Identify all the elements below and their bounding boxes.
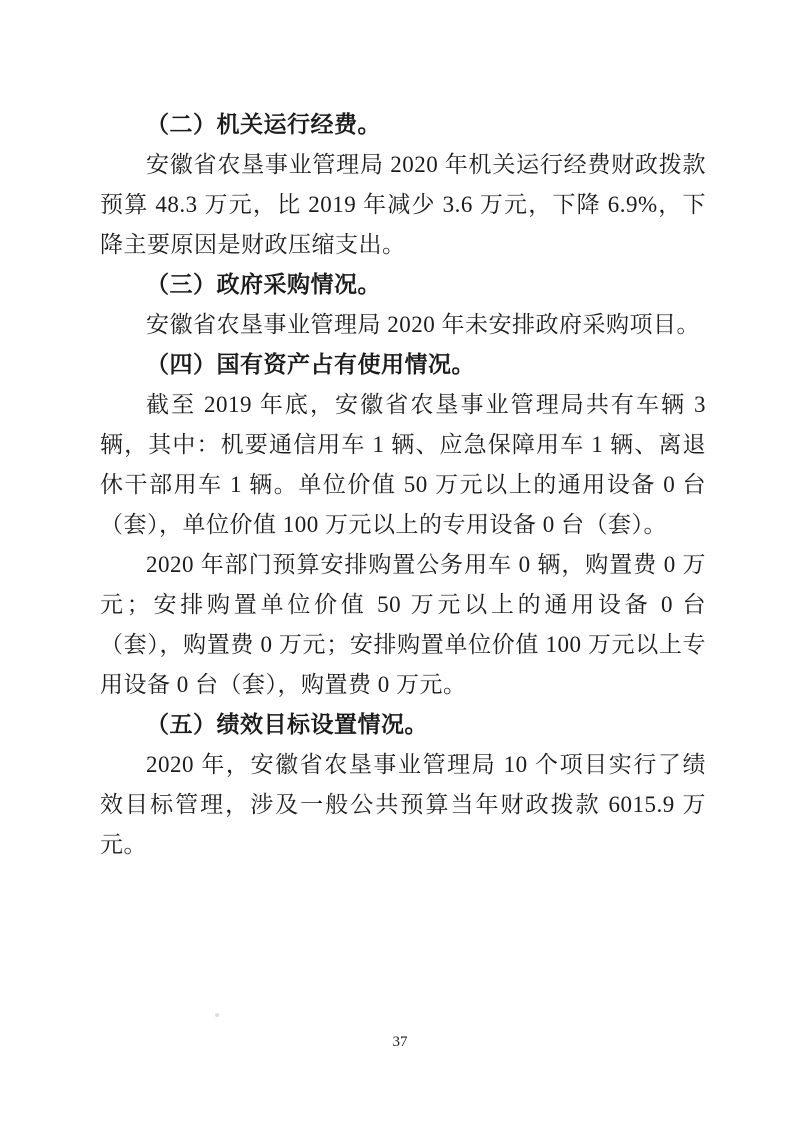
page-number: 37 (392, 1034, 408, 1050)
section-heading-operating-funds: （二）机关运行经费。 (146, 112, 381, 137)
scan-artifact-dot (215, 1013, 219, 1017)
section-heading-government-procurement: （三）政府采购情况。 (146, 272, 381, 297)
paragraph-operating-funds: 安徽省农垦事业管理局 2020 年机关运行经费财政拨款预算 48.3 万元，比 2019 年减少 3.6 万元，下降 6.9%，下降主要原因是财政压缩支出。 (100, 152, 706, 257)
section-heading-performance-targets: （五）绩效目标设置情况。 (146, 712, 428, 737)
section-heading-state-assets: （四）国有资产占有使用情况。 (146, 352, 475, 377)
paragraph-state-assets-purchases: 2020 年部门预算安排购置公务用车 0 辆，购置费 0 万元；安排购置单位价值 50 万元以上的通用设备 0 台（套），购置费 0 万元；安排购置单位价值 100 万元以上专用设备 0 台（套），购置费 0 万元。 (100, 552, 706, 697)
paragraph-performance-targets: 2020 年，安徽省农垦事业管理局 10 个项目实行了绩效目标管理，涉及一般公共预算当年财政拨款 6015.9 万元。 (100, 752, 706, 857)
paragraph-state-assets-holdings: 截至 2019 年底，安徽省农垦事业管理局共有车辆 3 辆，其中：机要通信用车 1 辆、应急保障用车 1 辆、离退休干部用车 1 辆。单位价值 50 万元以上的通用设备 0 台（套），单位价值 100 万元以上的专用设备 0 台（套）。 (100, 392, 706, 537)
paragraph-government-procurement: 安徽省农垦事业管理局 2020 年未安排政府采购项目。 (146, 312, 700, 337)
document-body (100, 105, 706, 865)
